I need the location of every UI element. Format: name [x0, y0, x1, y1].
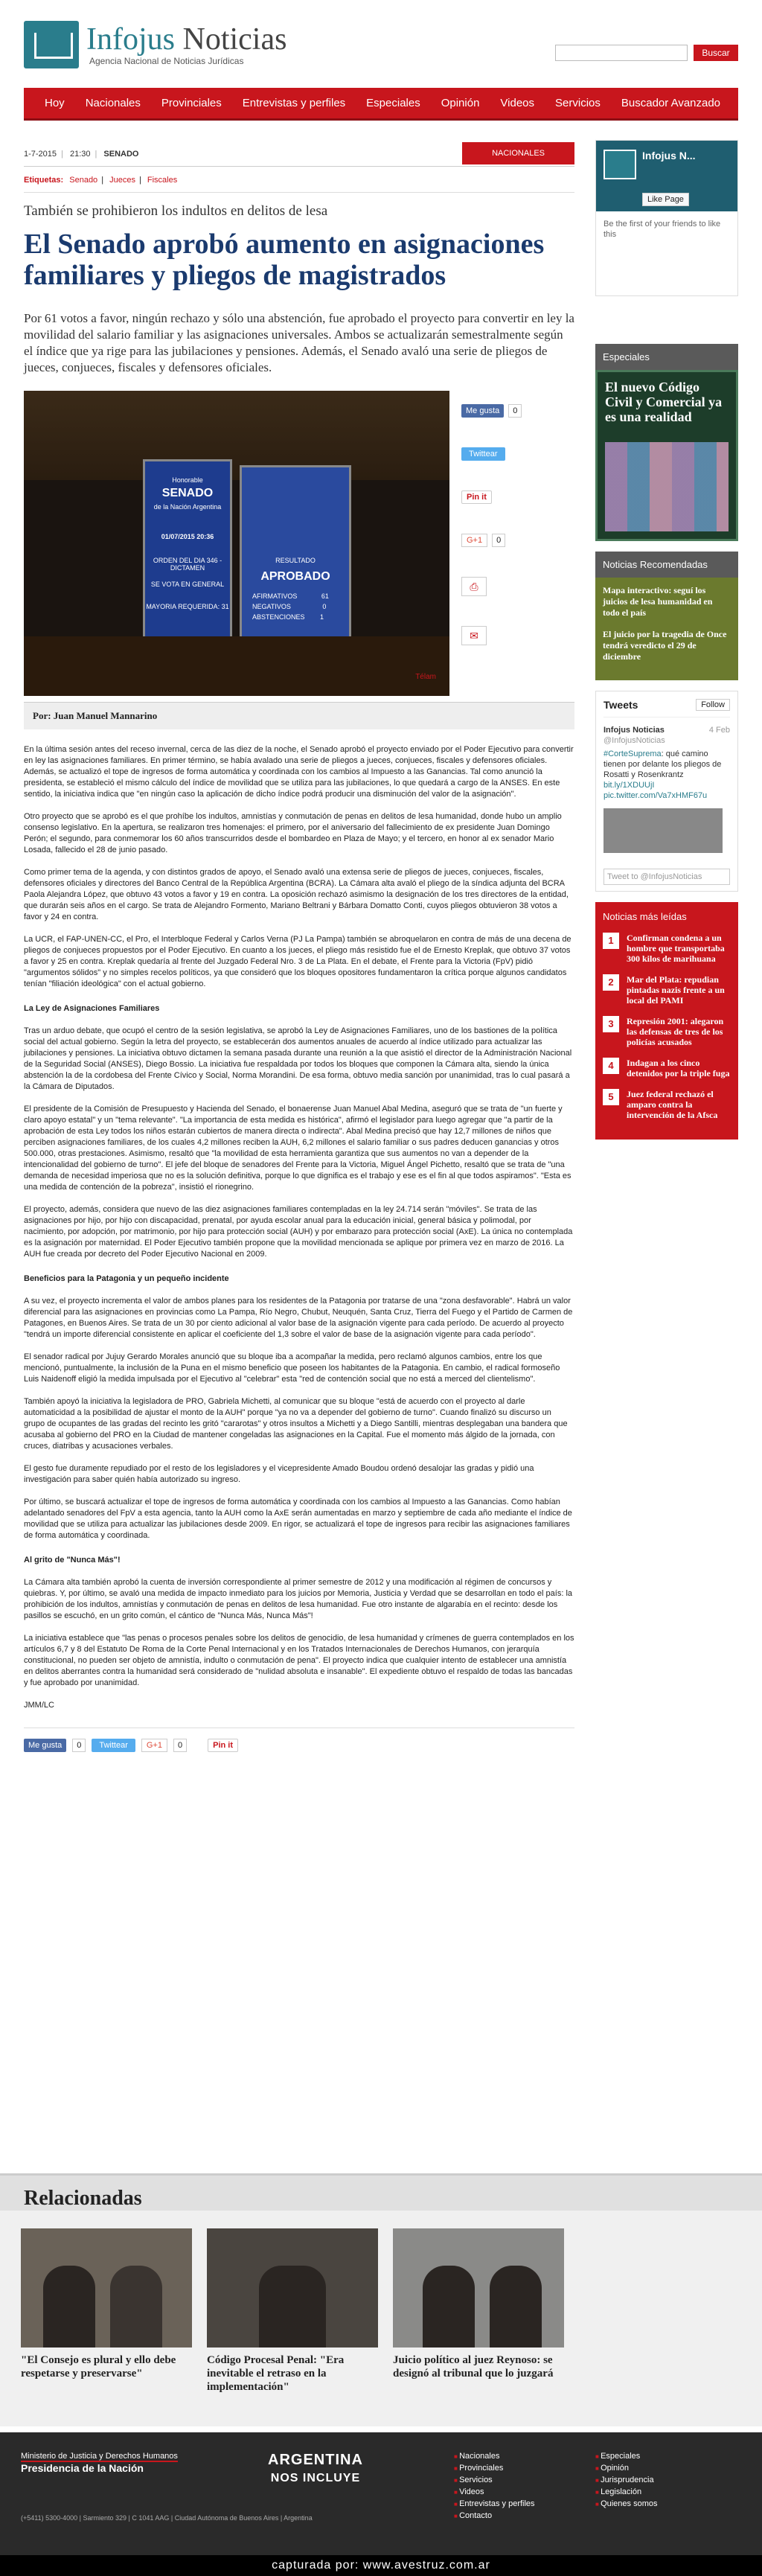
- negativos-label: NEGATIVOS: [252, 603, 291, 610]
- twitter-button-bottom[interactable]: Twittear: [92, 1739, 135, 1752]
- sidebar: [595, 140, 738, 1140]
- footer-address: (+5411) 5300-4000 | Sarmiento 329 | C 1041 AAG | Ciudad Autónoma de Buenos Aires | Argentina: [21, 2514, 313, 2522]
- print-icon[interactable]: ⎙: [461, 577, 487, 596]
- photo-credit: Télam: [415, 673, 436, 681]
- related-image: [207, 2228, 378, 2348]
- gplus-button-bottom[interactable]: G+1: [141, 1739, 167, 1752]
- tweet-link[interactable]: bit.ly/1XDUUjI pic.twitter.com/Va7xHMF67u: [603, 781, 708, 800]
- tweets-widget: [595, 691, 738, 892]
- gplus-count-bottom: 0: [173, 1739, 187, 1752]
- tags-label: Etiquetas:: [24, 176, 64, 185]
- search-input[interactable]: [555, 45, 688, 61]
- rank-number: 1: [603, 933, 619, 949]
- follow-button[interactable]: Follow: [696, 699, 730, 711]
- argentina-logo: [268, 2452, 363, 2485]
- article-lead: Por 61 votos a favor, ningún rechazo y sólo una abstención, fue aprobado el proyecto para convertir en ley la movilidad del salario familiar y las asignaciones universales. Ambos se actualizarán semestralmente según el índice que ya rige para las jubilaciones y pensiones. Además, el Senado avaló una serie de pliegos de jueces, conjueces, fiscales y defensores oficiales.: [24, 311, 574, 374]
- subheading-ley: La Ley de Asignaciones Familiares: [24, 1004, 160, 1013]
- paragraph: El senador radical por Jujuy Gerardo Morales anunció que su bloque iba a acompañar la medida, pero reclamó algunos cambios, entre los que mencionó, puntualmente, la inclusión de la Puna en el mismo beneficio que poseen los habitantes de la Patagonia. En cambio, el radical formoseño Luis Naidenoff eligió la medida impulsada por el Ejecutivo al "celebrar" esta "red de contención social que no está a merced del clientelismo".: [24, 1352, 560, 1384]
- paragraph: El presidente de la Comisión de Presupuesto y Hacienda del Senado, el bonaerense Juan Manuel Abal Medina, aseguró que se trata de "un fuerte y claro apoyo estatal" y un "tema relevante". "La importancia de esta medida es histórica", afirmó el legislador para luego agregar que "a partir de la aprobación de esta Ley todos los niños estarán cubiertos de manera directa o indirecta". Abal Medina precisó que hay 12,7 millones de niños que perciben asignaciones familiares, de los cuales 4,2 millones reciben la AUH, 6,2 millones el salario familiar o sus padres deducen ganancias y otros 500.000, otras prestaciones. Asimismo, resaltó que "la movilidad de esta herramienta garantiza que sus aumentos no van a depender de la intencionalidad del gobierno de turno". El jefe del bloque de senadores del Frente para la Victoria, Miguel Ángel Pichetto, resaltó que se trata de "una demanda de necesidad imperiosa que no es la solución definitiva, porque lo que dignifica es el trabajo y ese es el fin al que todos aspiramos". "Esta es una medida de contención de la pobreza", insistió el rionegrino.: [24, 1105, 572, 1192]
- footer-link[interactable]: ■ Jurisprudencia: [595, 2476, 737, 2484]
- related-title: "El Consejo es plural y ello debe respetarse y preservarse": [21, 2354, 176, 2380]
- photo-background: [24, 391, 449, 480]
- mas-leidas-item[interactable]: [603, 933, 731, 964]
- footer-link[interactable]: ■ Nacionales: [454, 2452, 595, 2461]
- share-bottom: [24, 1728, 574, 1752]
- mas-leidas-text: Indagan a los cinco detenidos por la triple fuga: [627, 1058, 730, 1078]
- mas-leidas-item[interactable]: [603, 1058, 731, 1078]
- tag-senado[interactable]: Senado: [69, 176, 98, 185]
- footer-link[interactable]: ■ Contacto: [454, 2511, 595, 2520]
- related-title: Código Procesal Penal: "Era inevitable el retraso en la implementación": [207, 2354, 345, 2393]
- footer-link[interactable]: ■ Videos: [454, 2487, 595, 2496]
- tag-fiscales[interactable]: Fiscales: [147, 176, 178, 185]
- pinterest-button-bottom[interactable]: Pin it: [208, 1739, 238, 1752]
- screen-orden: ORDEN DEL DIA 346 - DICTAMEN: [153, 557, 222, 572]
- gplus-button[interactable]: G+1: [461, 534, 487, 547]
- nav-buscador[interactable]: Buscador Avanzado: [621, 96, 721, 109]
- nos-incluye-text: NOS INCLUYE: [270, 2472, 361, 2484]
- mas-leidas-text: Mar del Plata: repudian pintadas nazis frente a un local del PAMI: [627, 974, 725, 1006]
- article-date: 1-7-2015: [24, 149, 57, 159]
- senado-screen: [143, 459, 232, 642]
- abstenciones-value: 1: [320, 613, 324, 621]
- tweet-text: : qué camino tienen por delante los pliegos de Rosatti y Rosenkrantz: [603, 750, 722, 779]
- mas-leidas-text: Confirman condena a un hombre que transportaba 300 kilos de marihuana: [627, 933, 725, 964]
- facebook-widget: [595, 140, 738, 296]
- nav-entrevistas[interactable]: Entrevistas y perfiles: [242, 96, 346, 109]
- relacionadas: [0, 2173, 762, 2426]
- paragraph: Por último, se buscará actualizar el tope de ingresos de forma automática y coordinada con los cambios al Impuesto a las Ganancias. Como habían adelantado senadores del FpV a esta agencia, tanto la AUH como la AxE serán aumentadas en marzo y septiembre de cada año mediante el índice de movilidad que se utiliza para actualizar las jubilaciones desde 2009. En rigor, se actualizará el tope de ingresos para recibir las asignaciones familiares de forma automática y coordinada.: [24, 1498, 572, 1540]
- screen-general: SE VOTA EN GENERAL: [150, 581, 225, 588]
- subheading-patagonia: Beneficios para la Patagonia y un pequeño incidente: [24, 1274, 229, 1283]
- fb-like-button[interactable]: Me gusta: [461, 404, 504, 418]
- tweet-hashtag[interactable]: #CorteSuprema: [603, 750, 662, 758]
- footer-link[interactable]: ■ Opinión: [595, 2464, 737, 2473]
- senado-line2: SENADO: [161, 487, 214, 499]
- logo-title: Infojus Noticias: [86, 22, 287, 57]
- screen-mayoria: MAYORIA REQUERIDA: 31: [146, 603, 229, 610]
- email-icon[interactable]: ✉: [461, 626, 487, 645]
- paragraph: Como primer tema de la agenda, y con distintos grados de apoyo, el Senado avaló una extensa serie de pliegos de jueces, conjueces, fiscales, defensores oficiales y directores del Banco Central de la República Argentina (BCRA). La Cámara alta avaló el pliego de la síndica adjunta del BCRA Paola Alejandra López, que obtuvo 43 votos a favor y 19 en contra. La oposición rechazó asimismo la designación de los tres directores de la entidad, que durarán seis años en el cargo. Se trata de Alejandro Formento, Mariano Beltrani y Bárbara Domatto Conti, cuyos pliegos obtuvieron 38 votos a favor y 24 en contra.: [24, 868, 569, 921]
- site-logo[interactable]: [24, 21, 286, 68]
- paragraph: En la última sesión antes del receso invernal, cerca de las diez de la noche, el Senado aprobó el proyecto enviado por el Poder Ejecutivo para convertir en ley las asignaciones familiares. En primer término, se había avalado una serie de pliegos a jueces, conjueces, fiscales y defensores oficiales. Además, se actualizó el tope de ingresos de forma automática y coordinada con los cambios al Impuesto a las Ganancias. Tal como anunció la presidenta, se estableció el mismo cálculo del índice de movilidad que se utiliza para las jubilaciones, lo que quedará a cargo de la ANSES. En este sentido, la iniciativa indica que "en ningún caso la aplicación de dicho índice podrá producir una disminución del valor de la asignación".: [24, 745, 574, 799]
- article-body: [24, 744, 574, 1711]
- related-image: [21, 2228, 192, 2348]
- fb-like-count: 0: [508, 404, 522, 418]
- fb-page-logo: [603, 150, 636, 179]
- mas-leidas-heading: Noticias más leídas: [603, 911, 687, 922]
- footer-link[interactable]: ■ Provinciales: [454, 2464, 595, 2473]
- fb-page-name[interactable]: Infojus N...: [642, 150, 696, 162]
- recomendada-item[interactable]: El juicio por la tragedia de Once tendrá veredicto el 29 de diciembre: [603, 629, 727, 662]
- argentina-text: ARGENTINA: [268, 2452, 363, 2468]
- footer-link[interactable]: ■ Quienes somos: [595, 2499, 737, 2508]
- tags-row: Etiquetas: Senado | Jueces | Fiscales: [24, 167, 574, 193]
- fb-text: Be the first of your friends to like this: [603, 220, 721, 239]
- tweet-user[interactable]: Infojus Noticias: [603, 726, 665, 735]
- footer-links: [454, 2452, 737, 2520]
- afirmativos-label: AFIRMATIVOS: [252, 592, 298, 600]
- article-meta: 1-7-2015 | 21:30 | SENADO NACIONALES: [24, 141, 574, 167]
- pinterest-button[interactable]: Pin it: [461, 490, 492, 504]
- especiales-box[interactable]: [595, 370, 738, 541]
- search-bar: [555, 45, 738, 61]
- mas-leidas-item[interactable]: [603, 1089, 731, 1120]
- fb-like-button-bottom[interactable]: Me gusta: [24, 1739, 66, 1752]
- rank-number: 2: [603, 974, 619, 991]
- paragraph: El gesto fue duramente repudiado por el resto de los legisladores y el vicepresidente Amado Boudou ordenó desalojar las gradas y pidió una investigación para saber quién había autorizado su ingreso.: [24, 1464, 534, 1484]
- rank-number: 3: [603, 1016, 619, 1032]
- article-kicker: También se prohibieron los indultos en delitos de lesa: [24, 203, 328, 219]
- nav-videos[interactable]: Videos: [500, 96, 535, 109]
- recomendadas-heading: Noticias Recomendadas: [595, 552, 738, 578]
- paragraph: La UCR, el FAP-UNEN-CC, el Pro, el Interbloque Federal y Carlos Verna (PJ La Pampa) también se abroquelaron en contra de más de una decena de pliegos de conjueces propuestos por el Poder Ejecutivo. En cuanto a los jueces, el pliego más resistido fue el de Ernesto Kreplak, que obtuvo 37 votos a favor y 25 en contra. Kreplak quedaría al frente del Juzgado Federal Nro. 3 de La Plata. En el debate, el Frente para la Victoria (FpV) pidió "argumentos sólidos" y no simples recelos políticos, ya que consideró que los bloques opositores fundamentaron la crítica porque algunos candidatos tenían "filiación ideológica" con el actual gobierno.: [24, 935, 572, 988]
- rank-number: 5: [603, 1089, 619, 1105]
- paragraph: A su vez, el proyecto incrementa el valor de ambos planes para los residentes de la Patagonia por tratarse de una "zona desfavorable". Habrá un valor diferencial para las asignaciones en provincias como La Pampa, Río Negro, Chubut, Neuquén, Santa Cruz, Tierra del Fuego y el Partido de Carmen de Patagones, en Buenos Aires. Se trata de un 30 por ciento adicional al valor base de la asignación vigente para cada período. De acuerdo al proyecto "tendrá un importe diferencial consistente en aplicar el coeficiente del 1,3 sobre el valor de base de la asignación vigente para cada período".: [24, 1297, 573, 1339]
- nav-especiales[interactable]: Especiales: [366, 96, 420, 109]
- paragraph: La Cámara alta también aprobó la cuenta de inversión correspondiente al primer semestre de 2012 y una modificación al régimen de concursos y quiebras. Y, por último, se avaló una medida de impacto inmediato para los juicios por Memoria, Justicia y Verdad que se desarrollan en todo el país: la prohibición de los indultos, amnistías y conmutación de penas en delitos de lesa humanidad. Fue otro instante de algarabía en el recinto: desde los pasillos se escuchó, en un grito común, el cántico de "Nunca Más, Nunca Más"!: [24, 1578, 573, 1620]
- tweet-handle: @InfojusNoticias: [603, 736, 665, 745]
- nav-provinciales[interactable]: Provinciales: [161, 96, 222, 109]
- footer-link[interactable]: ■ Servicios: [454, 2476, 595, 2484]
- category-tag[interactable]: NACIONALES: [462, 142, 574, 164]
- nav-hoy[interactable]: Hoy: [45, 96, 65, 109]
- related-title: Juicio político al juez Reynoso: se designó al tribunal que lo juzgará: [393, 2354, 554, 2380]
- tweet-to-input[interactable]: Tweet to @InfojusNoticias: [603, 869, 730, 885]
- paragraph: Otro proyecto que se aprobó es el que prohíbe los indultos, amnistías y conmutación de penas en delitos de lesa humanidad, donde hubo un amplio consenso legislativo. En la apertura, se realizaron tres homenajes: el primero, por el aniversario del fallecimiento de ex presidente Juan Domingo Perón; el segundo, para conmemorar los 60 años transcurridos desde el bombardeo en Plaza de Mayo; y el tercero, en honor al ex senador Mario Losada, fallecido el 28 de junio pasado.: [24, 812, 562, 854]
- paragraph: La iniciativa establece que "las penas o procesos penales sobre los delitos de genocidio, de lesa humanidad y crímenes de guerra contemplados en los artículos 6,7 y 8 del Estatuto De Roma de la Corte Penal Internacional y en los Tratados Internacionales de Derechos Humanos, con jerarquía constitucional, no pueden ser objeto de amnistía, indulto o conmutación de pena". El proyecto indica que cualquier intento de establecer una amnistía en delitos aberrantes contra la humanidad será considerado de "nulidad absoluta e insanable". El expediente obtuvo el respaldo de todas las bancadas y fue aprobado por unanimidad.: [24, 1634, 574, 1687]
- especiales-title: El nuevo Código Civil y Comercial ya es una realidad: [605, 380, 723, 424]
- result-value: APROBADO: [260, 570, 330, 583]
- footer-link[interactable]: ■ Legislación: [595, 2487, 737, 2496]
- especiales-heading: Especiales: [595, 344, 738, 370]
- abstenciones-label: ABSTENCIONES: [252, 613, 305, 621]
- mas-leidas-text: Juez federal rechazó el amparo contra la intervención de la Afsca: [627, 1089, 718, 1120]
- relacionadas-heading: Relacionadas: [24, 2187, 142, 2210]
- related-image: [393, 2228, 564, 2348]
- article-author: Por: Juan Manuel Mannarino: [24, 702, 574, 729]
- footer-link[interactable]: ■ Especiales: [595, 2452, 737, 2461]
- screen-date: 01/07/2015 20:36: [161, 533, 214, 540]
- logo-subtitle: Agencia Nacional de Noticias Jurídicas: [89, 56, 244, 66]
- footer-ministerio[interactable]: [21, 2452, 178, 2474]
- mas-leidas: [595, 902, 738, 1140]
- tweet-date: 4 Feb: [708, 726, 730, 735]
- related-article[interactable]: [207, 2228, 378, 2394]
- logo-icon: [24, 21, 79, 68]
- mas-leidas-item[interactable]: [603, 1016, 731, 1047]
- senado-line3: de la Nación Argentina: [153, 503, 222, 511]
- footer-link[interactable]: ■ Entrevistas y perfiles: [454, 2499, 595, 2508]
- paragraph: También apoyó la iniciativa la legisladora de PRO, Gabriela Michetti, al comunicar que su bloque "está de acuerdo con el proyecto al darle automaticidad a la posibilidad de ajustar el monto de la AUH" porque "ya no va a depender del gobierno de turno". Cuando finalizó su discurso un grupo de ocupantes de las gradas del recinto les gritó "cararotas" y otros insultos a Michetti y a Diego Santilli, mientras desplegaban una bandera que acusaba al gobierno del PRO en la Ciudad de mantener congeladas las asignaciones en la Capital. Fue el momento más álgido de la jornada, con cruces, diatribas y acusaciones verbales.: [24, 1397, 568, 1451]
- fb-count-bottom: 0: [72, 1739, 86, 1752]
- nav-nacionales[interactable]: Nacionales: [85, 96, 141, 109]
- presidencia-name: Presidencia de la Nación: [21, 2461, 178, 2474]
- results-screen: [240, 465, 351, 640]
- article-section: SENADO: [103, 149, 139, 159]
- tweets-heading: Tweets: [603, 699, 638, 711]
- related-article[interactable]: [393, 2228, 564, 2394]
- photo-desk: [24, 636, 449, 696]
- afirmativos-value: 61: [321, 592, 329, 600]
- mas-leidas-text: Represión 2001: alegaron las defensas de tres de los policías acusados: [627, 1016, 724, 1047]
- recomendadas-list: [595, 578, 738, 680]
- footer: [0, 2432, 762, 2555]
- main-nav: [24, 88, 738, 121]
- article: [24, 141, 574, 1752]
- senado-line1: Honorable: [172, 476, 203, 484]
- ministerio-name: Ministerio de Justicia y Derechos Humanos: [21, 2452, 178, 2461]
- tag-jueces[interactable]: Jueces: [109, 176, 135, 185]
- related-article[interactable]: [21, 2228, 192, 2394]
- fb-like-page-button[interactable]: Like Page: [642, 193, 689, 206]
- paragraph: El proyecto, además, considera que nuevo de las diez asignaciones familiares contempladas en la ley 24.714 serán "móviles". Se trata de las asignaciones por hijo, por hijo con discapacidad, prenatal, por ayuda escolar anual para la educación inicial, general básica y polimodal, por nacimiento, por adopción, por matrimonio, por hijo para protección social (AUH) y por embarazo para protección social (AxE). La única no contemplada es la asignación por maternidad. El Poder Ejecutivo también propone que la movilidad mencionada se aplique por primera vez en marzo de 2016. La AUH fue creada por decreto del Poder Ejecutivo Nacional en 2009.: [24, 1205, 573, 1259]
- rank-number: 4: [603, 1058, 619, 1074]
- nav-servicios[interactable]: Servicios: [555, 96, 601, 109]
- paragraph: Tras un arduo debate, que ocupó el centro de la sesión legislativa, se aprobó la Ley de Asignaciones Familiares, uno de los bastiones de la política social del actual gobierno. Según la letra del proyecto, se establecerán dos aumentos anuales de acuerdo al índice utilizado para actualizar las jubilaciones y pensiones. La iniciativa obtuvo dictamen la semana pasada durante una reunión a la que asistió el director de la Administración Nacional de la Seguridad Social (ANSES), Diego Bossio. La iniciativa fue respaldada por todos los bloques que componen la Cámara alta, siendo la única abstención la de la cordobesa del Frente Cívico y Social, Norma Morandini. De esa forma, obtuvo media sanción por unanimidad, tras lo cual pasará a la Cámara de Diputados.: [24, 1026, 572, 1091]
- article-time: 21:30: [69, 149, 91, 159]
- mas-leidas-item[interactable]: [603, 974, 731, 1006]
- capture-watermark: capturada por: www.avestruz.com.ar: [0, 2555, 762, 2576]
- nav-opinion[interactable]: Opinión: [441, 96, 480, 109]
- header: [24, 0, 738, 88]
- twitter-button[interactable]: Twittear: [461, 447, 505, 461]
- gplus-count: 0: [492, 534, 505, 547]
- search-button[interactable]: Buscar: [694, 45, 738, 61]
- negativos-value: 0: [322, 603, 327, 610]
- article-title: El Senado aprobó aumento en asignaciones familiares y pliegos de magistrados: [24, 228, 545, 291]
- result-label: RESULTADO: [275, 557, 316, 564]
- signature: JMM/LC: [24, 1701, 54, 1710]
- recomendada-item[interactable]: Mapa interactivo: seguí los juicios de lesa humanidad en todo el país: [603, 585, 713, 618]
- tweet-photo[interactable]: [603, 808, 723, 853]
- article-photo[interactable]: [24, 391, 449, 696]
- share-sidebar: [449, 391, 561, 696]
- booklets-image: [605, 442, 729, 531]
- subheading-grito: Al grito de "Nunca Más"!: [24, 1556, 121, 1565]
